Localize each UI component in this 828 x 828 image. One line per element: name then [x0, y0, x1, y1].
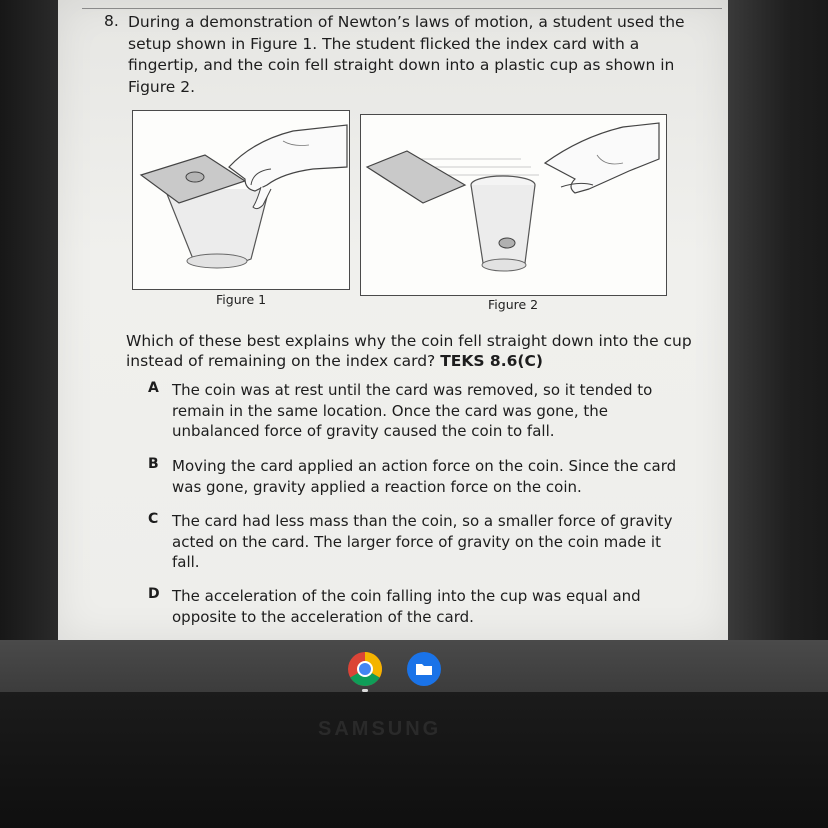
choice-letter: C: [148, 511, 159, 527]
top-rule: [82, 8, 722, 9]
chrome-icon[interactable]: [348, 652, 382, 686]
question-number: 8.: [104, 12, 119, 30]
choice-letter: A: [148, 380, 159, 396]
choice-letter: D: [148, 586, 160, 602]
monitor-bezel-right: [728, 0, 828, 640]
laptop-bezel: [0, 692, 828, 828]
figure-1: [132, 110, 350, 290]
figure-2-caption: Figure 2: [488, 297, 539, 312]
prompt-text: Which of these best explains why the coin fell straight down into the cup instead of remaining on the index card?: [126, 332, 692, 370]
question-prompt: [126, 331, 696, 371]
choice-text: The acceleration of the coin falling into the cup was equal and opposite to the acceleration of the card.: [172, 587, 641, 626]
choice-text: Moving the card applied an action force on the coin. Since the card was gone, gravity applied a reaction force on the coin.: [172, 457, 677, 496]
monitor-bezel-left: [0, 0, 58, 640]
question-text: During a demonstration of Newton’s laws of motion, a student used the setup shown in Figure 1. The student flicked the index card with a fingertip, and the coin fell straight down into a plastic cup as shown in Figure 2.: [128, 13, 685, 96]
choice-text: The coin was at rest until the card was removed, so it tended to remain in the same location. Once the card was gone, the unbalanced force of gravity caused the coin to fall.: [172, 381, 653, 440]
figure-1-illustration: [133, 111, 349, 289]
figure-2-illustration: [361, 115, 666, 295]
choice-text: The card had less mass than the coin, so a smaller force of gravity acted on the card. The larger force of gravity on the coin made it fall.: [172, 512, 673, 571]
figure-1-caption: Figure 1: [216, 292, 267, 307]
files-icon[interactable]: [407, 652, 441, 686]
device-brand-logo: SAMSUNG: [318, 718, 442, 740]
teks-standard: TEKS 8.6(C): [440, 352, 543, 370]
figure-2: [360, 114, 667, 296]
choice-letter: B: [148, 456, 159, 472]
